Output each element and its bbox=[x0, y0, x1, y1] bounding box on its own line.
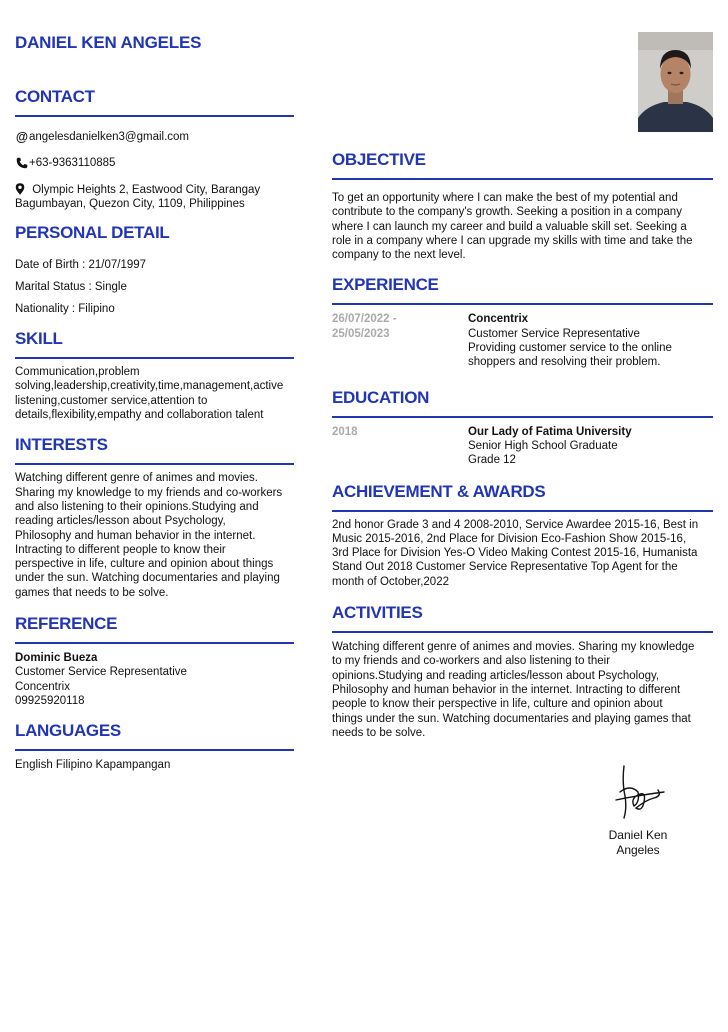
experience-date-line: 25/05/2023 bbox=[332, 327, 390, 340]
profile-photo bbox=[638, 32, 713, 132]
skill-text bbox=[15, 365, 294, 422]
education-section bbox=[332, 387, 713, 468]
objective-text bbox=[332, 191, 713, 262]
phone-icon bbox=[15, 156, 29, 170]
profile-photo-portrait bbox=[638, 32, 713, 132]
languages-divider bbox=[15, 749, 294, 751]
skill-line: listening,customer service,attention to bbox=[15, 394, 208, 407]
personal-dob: Date of Birth : 21/07/1997 bbox=[15, 259, 147, 272]
reference-company: Concentrix bbox=[15, 680, 70, 693]
objective-line: contribute to the company's growth. Seeking a position in a company bbox=[332, 206, 682, 219]
languages-text: English Filipino Kapampangan bbox=[15, 759, 171, 772]
reference-title: REFERENCE bbox=[15, 614, 118, 634]
activities-divider bbox=[332, 631, 713, 633]
contact-phone[interactable]: +63-9363110885 bbox=[29, 157, 116, 170]
objective-line: role in a company where I can upgrade my skills with time and take the bbox=[332, 234, 693, 247]
interests-line: under the sun. Watching documentaries and playing bbox=[15, 572, 280, 585]
map-pin-icon bbox=[15, 183, 29, 197]
activities-text bbox=[332, 640, 713, 740]
languages-title: LANGUAGES bbox=[15, 721, 121, 741]
contact-address: Olympic Heights 2, Eastwood City, Barangay Bagumbayan, Quezon City, 1109, Philippines bbox=[15, 183, 261, 210]
achievements-section bbox=[332, 481, 713, 589]
interests-line: perspective in life, culture and opinion about things bbox=[15, 558, 274, 571]
skill-line: details,flexibility,empathy and collaboration talent bbox=[15, 409, 264, 422]
activities-section bbox=[332, 602, 713, 740]
experience-section bbox=[332, 274, 713, 369]
contact-email[interactable]: angelesdanielken3@gmail.com bbox=[29, 131, 189, 143]
personal-section bbox=[15, 222, 294, 316]
personal-marital: Marital Status : Single bbox=[15, 281, 127, 294]
achievements-title: ACHIEVEMENT & AWARDS bbox=[332, 481, 546, 501]
activities-line: people to know their perspective in life, culture and opinion about bbox=[332, 698, 663, 711]
signature-name bbox=[598, 828, 678, 858]
education-school: Our Lady of Fatima University bbox=[468, 425, 632, 438]
skill-divider bbox=[15, 357, 294, 359]
signature-image bbox=[610, 762, 670, 824]
objective-line: company to the next level. bbox=[332, 249, 466, 262]
interests-text bbox=[15, 471, 294, 600]
reference-details bbox=[15, 651, 294, 708]
activities-line: Philosophy and human behavior in the internet. Intracting to different bbox=[332, 683, 681, 696]
experience-date bbox=[332, 312, 468, 369]
education-entry bbox=[332, 425, 713, 468]
reference-divider bbox=[15, 642, 294, 644]
education-program: Senior High School Graduate bbox=[468, 439, 618, 452]
interests-section bbox=[15, 434, 294, 600]
objective-line: To get an opportunity where I can make the best of my potential and bbox=[332, 192, 678, 204]
contact-email-row bbox=[15, 130, 294, 144]
signature-name-line: Angeles bbox=[616, 843, 660, 857]
activities-line: needs to be solve. bbox=[332, 726, 426, 739]
left-column bbox=[15, 86, 294, 773]
interests-line: Watching different genre of animes and movies. bbox=[15, 472, 258, 485]
resume-name: DANIEL KEN ANGELES bbox=[15, 33, 202, 52]
languages-section bbox=[15, 720, 294, 772]
education-title: EDUCATION bbox=[332, 387, 430, 407]
interests-divider bbox=[15, 463, 294, 465]
signature-scribble bbox=[610, 762, 670, 824]
reference-name: Dominic Bueza bbox=[15, 652, 98, 665]
interests-line: and also listening to their opinions.Studying and bbox=[15, 500, 259, 513]
objective-divider bbox=[332, 178, 713, 180]
skill-line: Communication,problem bbox=[15, 366, 140, 379]
experience-divider bbox=[332, 303, 713, 305]
interests-title: INTERESTS bbox=[15, 435, 108, 455]
contact-title: CONTACT bbox=[15, 87, 95, 106]
experience-desc-line: Providing customer service to the online bbox=[468, 342, 672, 355]
interests-line: reading articles/lesson about Psychology, bbox=[15, 515, 226, 528]
objective-title: OBJECTIVE bbox=[332, 150, 426, 169]
activities-title: ACTIVITIES bbox=[332, 603, 423, 623]
skill-section bbox=[15, 328, 294, 422]
experience-role: Customer Service Representative bbox=[468, 327, 640, 340]
activities-line: Watching different genre of animes and movies. Sharing my knowledge bbox=[332, 641, 695, 654]
experience-title: EXPERIENCE bbox=[332, 275, 439, 295]
achievements-line: Music 2015-2016, 2nd Place for Division Eco-Fashion Show 2015-16, bbox=[332, 532, 687, 545]
experience-desc-line: shoppers and resolving their problem. bbox=[468, 356, 661, 369]
experience-date-line: 26/07/2022 - bbox=[332, 313, 397, 326]
activities-line: to my friends and co-workers and also listening to their bbox=[332, 655, 611, 668]
reference-role: Customer Service Representative bbox=[15, 666, 187, 679]
personal-title: PERSONAL DETAIL bbox=[15, 223, 170, 243]
contact-section bbox=[15, 86, 294, 211]
education-level: Grade 12 bbox=[468, 454, 516, 467]
activities-line: things under the sun. Watching documentaries and playing games that bbox=[332, 712, 691, 725]
objective-section bbox=[332, 149, 713, 262]
right-column bbox=[332, 149, 713, 740]
education-divider bbox=[332, 416, 713, 418]
achievements-text bbox=[332, 518, 713, 589]
experience-org: Concentrix bbox=[468, 313, 529, 326]
interests-line: Sharing my knowledge to my friends and co-workers bbox=[15, 486, 283, 499]
contact-phone-row bbox=[15, 156, 294, 170]
achievements-divider bbox=[332, 510, 713, 512]
reference-section bbox=[15, 613, 294, 708]
experience-body bbox=[468, 312, 713, 369]
achievements-line: Stand Out 2018 Customer Service Representative Top Agent for the bbox=[332, 561, 678, 574]
skill-title: SKILL bbox=[15, 329, 63, 349]
achievements-line: 2nd honor Grade 3 and 4 2008-2010, Service Awardee 2015-16, Best in bbox=[332, 518, 699, 531]
contact-address-row bbox=[15, 183, 294, 212]
education-date: 2018 bbox=[332, 425, 358, 438]
contact-divider bbox=[15, 115, 294, 117]
personal-nationality: Nationality : Filipino bbox=[15, 303, 115, 316]
interests-line: games that needs to be solve. bbox=[15, 586, 169, 599]
interests-line: Intracting to different people to know their bbox=[15, 543, 226, 556]
activities-line: opinions.Studying and reading articles/lesson about Psychology, bbox=[332, 669, 660, 682]
signature-name-line: Daniel Ken bbox=[608, 828, 668, 842]
achievements-line: 3rd Place for Division Yes-O Video Making Contest 2015-16, Humanista bbox=[332, 547, 698, 560]
objective-line: where I can launch my career and build a valuable skill set. Seeking a bbox=[332, 220, 687, 233]
education-body bbox=[468, 425, 713, 468]
at-sign-icon: @ bbox=[15, 130, 29, 144]
achievements-line: month of October,2022 bbox=[332, 575, 449, 588]
interests-line: Philosophy and human behavior in the internet. bbox=[15, 529, 256, 542]
experience-entry bbox=[332, 312, 713, 369]
reference-phone[interactable]: 09925920118 bbox=[15, 694, 85, 707]
skill-line: solving,leadership,creativity,time,management,active bbox=[15, 380, 284, 393]
